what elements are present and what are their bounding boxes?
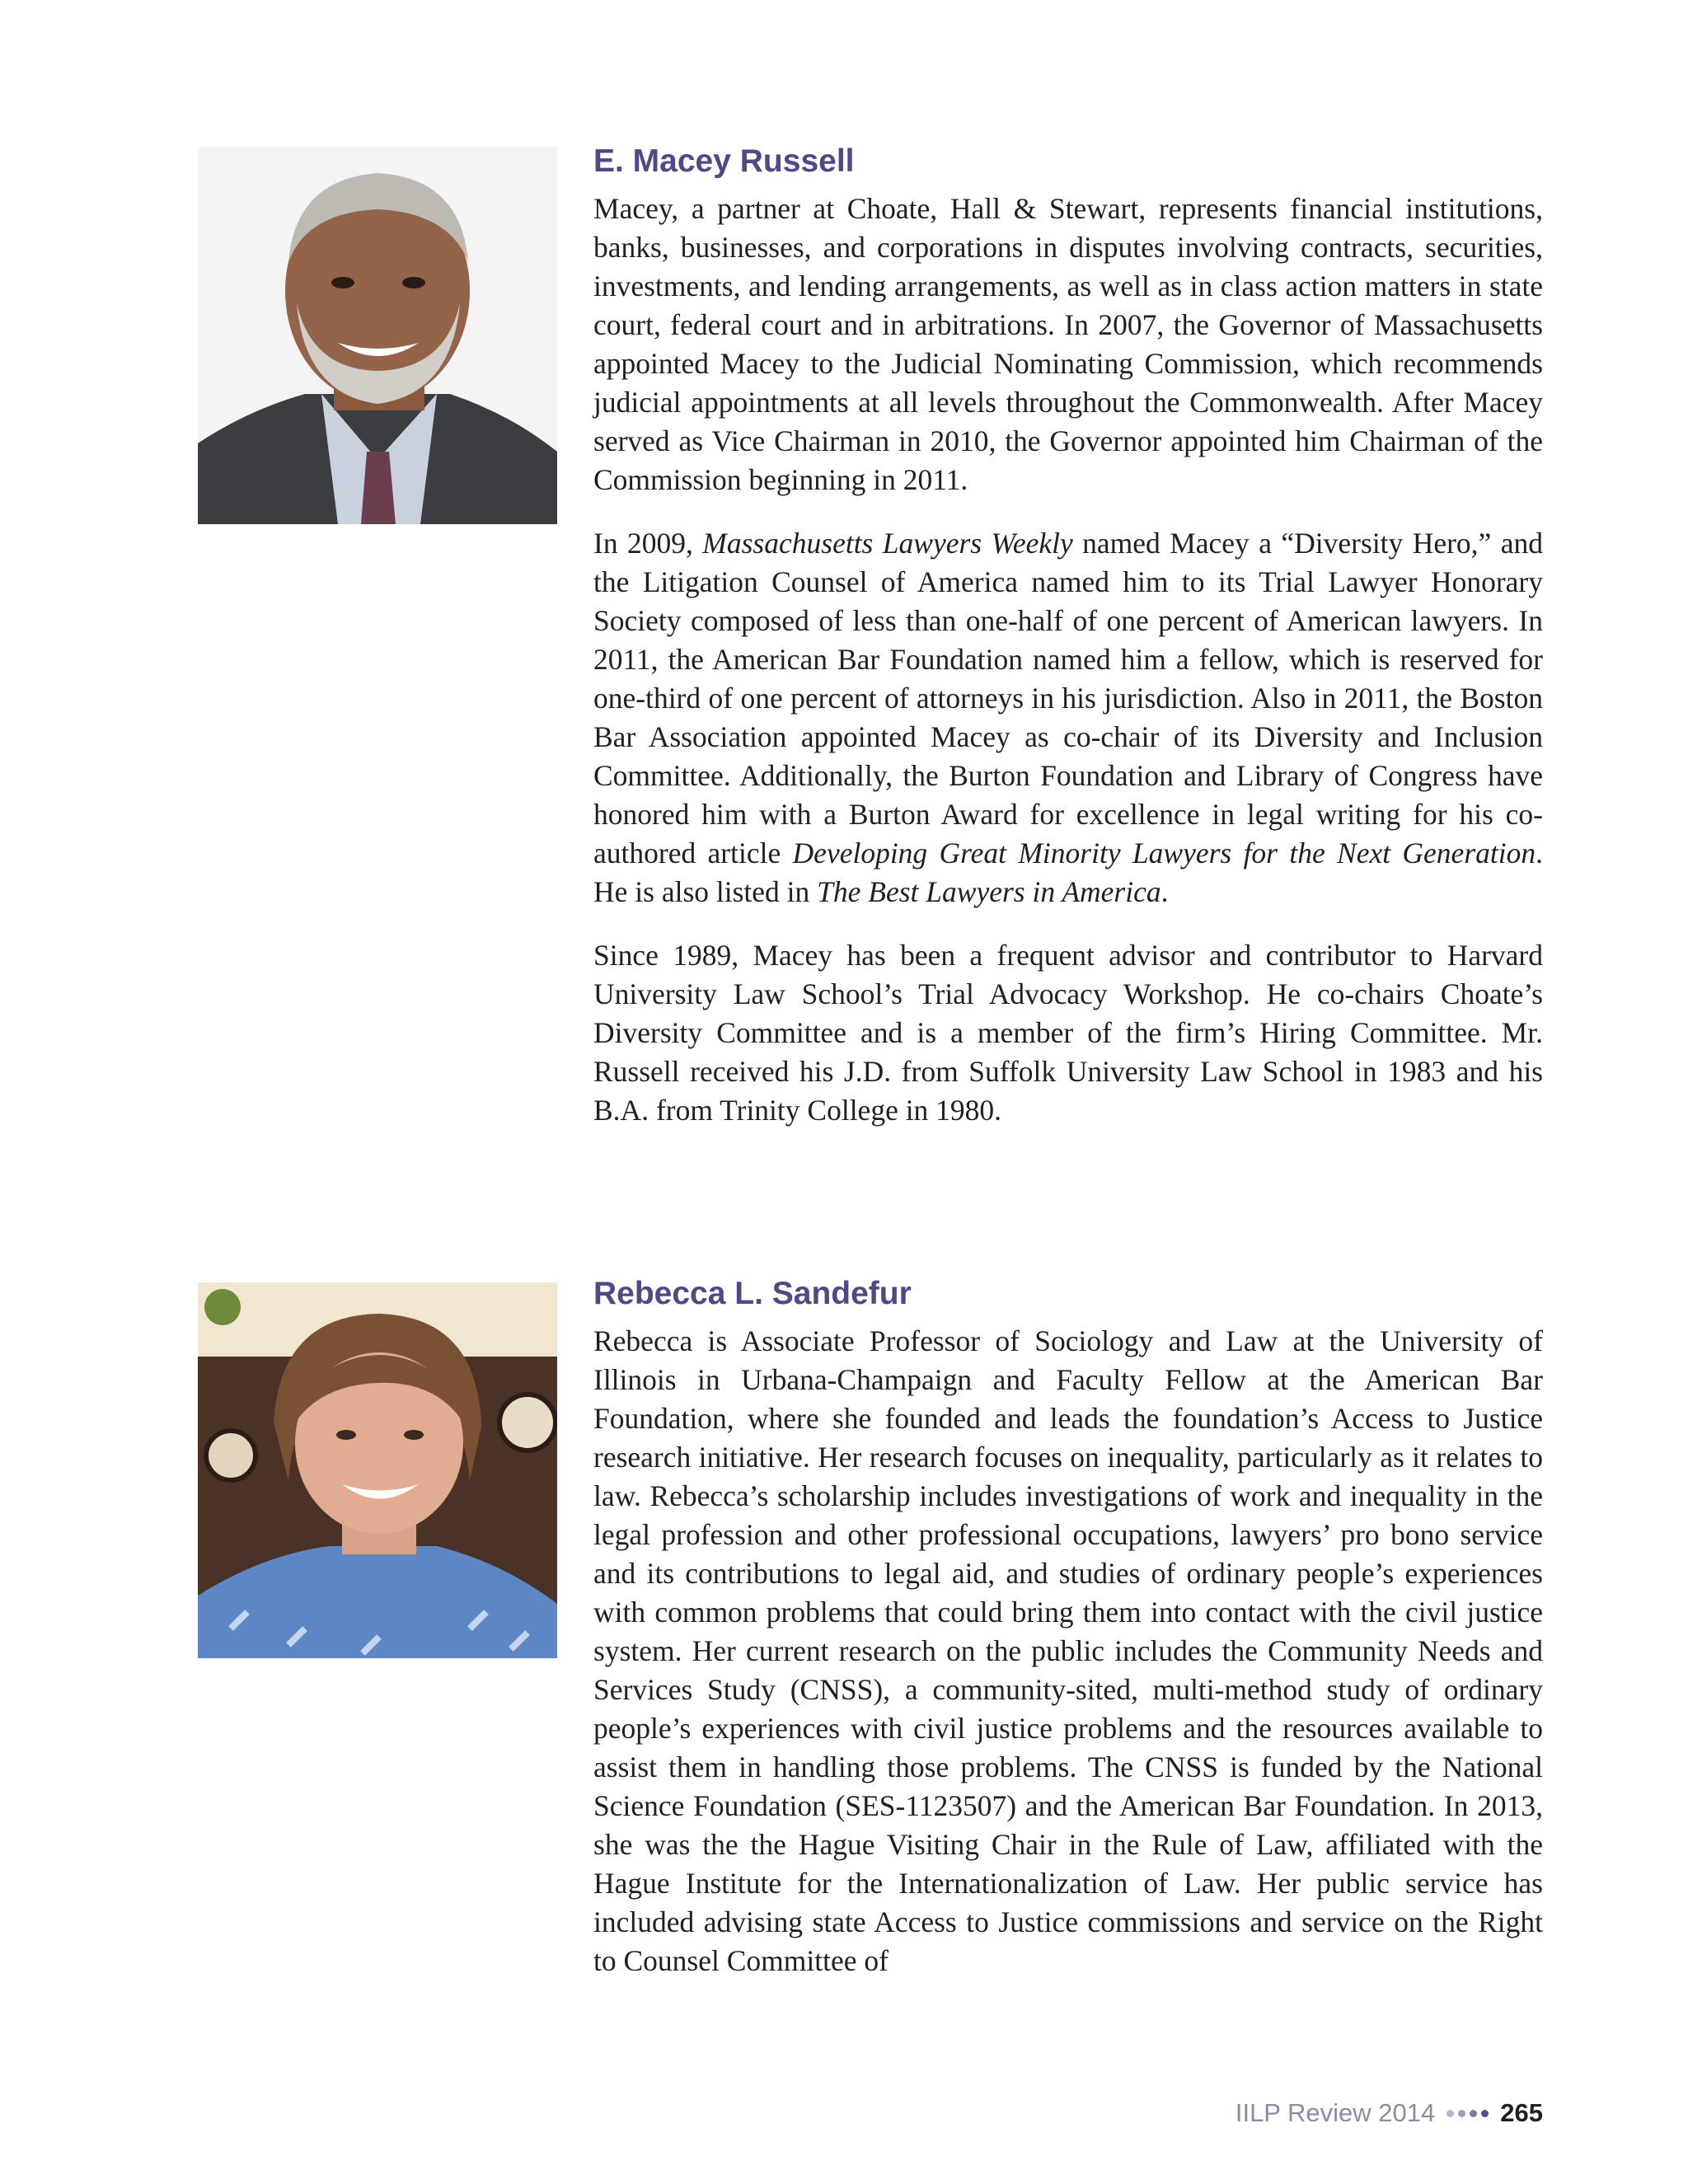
bio-paragraph (593, 936, 1543, 1130)
footer-dot (1458, 2110, 1465, 2117)
page-number: 265 (1500, 2098, 1543, 2127)
footer-dots-ornament (1447, 2110, 1489, 2117)
bio-paragraph (593, 190, 1543, 499)
bio-body (593, 190, 1543, 1130)
bio-body (593, 1322, 1543, 1980)
paragraph-text: . (1160, 875, 1169, 908)
paragraph-text: Since 1989, Macey has been a frequent advisor and contributor to Harvard University Law School’s Trial Advocacy Workshop. He co-chairs Choate’s Diversity Committee and is a member of the firm’s Hiring Committee. Mr. Russell received his J.D. from Suffolk University Law School in 1983 and his B.A. from Trinity College in 1980. (593, 939, 1543, 1127)
paragraph-text: Rebecca is Associate Professor of Sociology and Law at the University of Illinois in Urbana-Champaign and Faculty Fellow at the American Bar Foundation, where she founded and leads the foundation’s Access to Justice research initiative. Her research focuses on inequality, particularly as it relates to law. Rebecca’s scholarship includes investigations of work and inequality in the legal profession and other professional occupations, lawyers’ pro bono service and its contributions to legal aid, and studies of ordinary people’s experiences with common problems that could bring them into contact with the civil justice system. Her current research on the public includes the Community Needs and Services Study (CNSS), a community-sited, multi-method study of ordinary people’s experiences with civil justice problems and the resources available to assist them in handling those problems. The CNSS is funded by the National Science Foundation (SES-1123507) and the American Bar Foundation. In 2013, she was the the Hague Visiting Chair in the Rule of Law, affiliated with the Hague Institute for the Internationalization of Law. Her public service has included advising state Access to Justice commissions and service on the Right to Counsel Committee of (593, 1324, 1543, 1977)
footer-dot (1447, 2110, 1454, 2117)
paragraph-text: named Macey a “Diversity Hero,” and the Litigation Counsel of America named him to its Trial Lawyer Honorary Society composed of less than one-half of one percent of American lawyers. In 2011, the American Bar Foundation named him a fellow, which is reserved for one-third of one percent of attorneys in his jurisdiction. Also in 2011, the Boston Bar Association appointed Macey as co-chair of its Diversity and Inclusion Committee. Additionally, the Burton Foundation and Library of Congress have honored him with a Burton Award for excellence in legal writing for his co-authored article (593, 527, 1543, 869)
footer-dot (1470, 2110, 1477, 2117)
italic-title-text: Developing Great Minority Lawyers for the Next Generation (792, 837, 1536, 869)
journal-title: IILP Review 2014 (1235, 2098, 1436, 2127)
paragraph-text: In 2009, (593, 527, 703, 560)
page-footer (1236, 2097, 1543, 2130)
person-name: Rebecca L. Sandefur (593, 1276, 912, 1311)
paragraph-text: . He is also listed in (593, 837, 1543, 908)
person-name: E. Macey Russell (593, 143, 855, 179)
bio-section-sandefur (593, 1271, 1543, 2005)
bio-section-russell (593, 138, 1543, 1155)
footer-dot (1481, 2110, 1489, 2117)
paragraph-text: Macey, a partner at Choate, Hall & Stewart, represents financial institutions, banks, businesses, and corporations in disputes involving contracts, securities, investments, and lending arrangements, as well as in class action matters in state court, federal court and in arbitrations. In 2007, the Governor of Massachusetts appointed Macey to the Judicial Nominating Commission, which recommends judicial appointments at all levels throughout the Commonwealth. After Macey served as Vice Chairman in 2010, the Governor appointed him Chairman of the Commission beginning in 2011. (593, 192, 1543, 496)
portrait-photo-sandefur (198, 1282, 557, 1658)
italic-title-text: Massachusetts Lawyers Weekly (702, 527, 1073, 560)
bio-paragraph (593, 1322, 1543, 1980)
bio-paragraph (593, 524, 1543, 912)
portrait-photo-russell (198, 147, 557, 524)
italic-title-text: The Best Lawyers in America (817, 875, 1161, 908)
